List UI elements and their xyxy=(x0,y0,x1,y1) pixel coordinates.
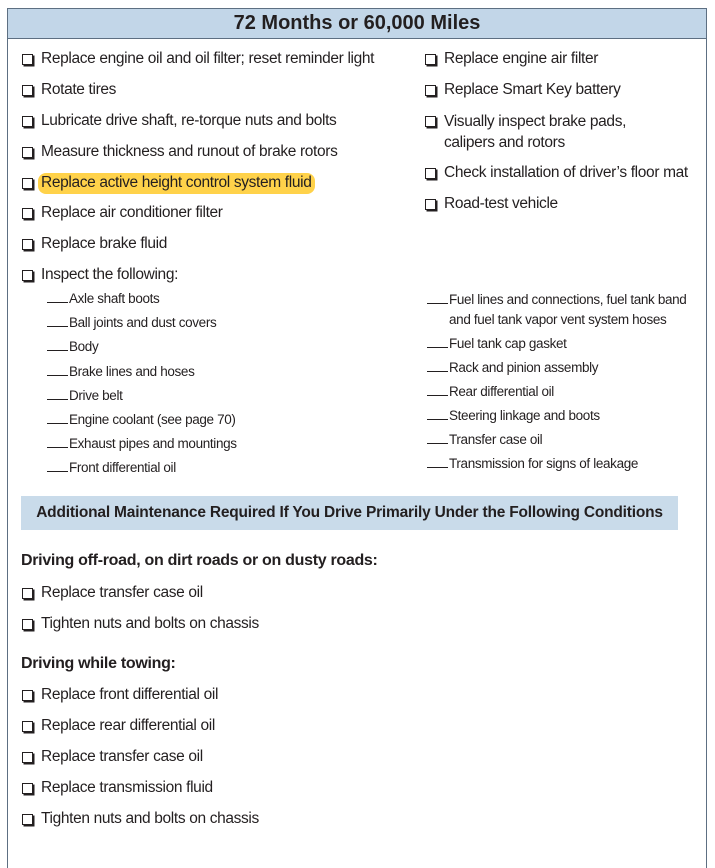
inspect-label: Rear differential oil xyxy=(449,384,554,399)
checkbox-icon[interactable] xyxy=(425,85,436,96)
checklist-item[interactable] xyxy=(22,717,215,735)
checklist-item[interactable] xyxy=(425,164,688,182)
inspect-label: Ball joints and dust covers xyxy=(69,315,217,330)
checkbox-icon[interactable] xyxy=(22,690,33,701)
inspect-label: Axle shaft boots xyxy=(69,291,160,306)
checklist-item[interactable] xyxy=(22,810,259,828)
inspect-item xyxy=(47,315,216,330)
blank-line[interactable] xyxy=(47,339,68,351)
item-label: Measure thickness and runout of brake rotors xyxy=(41,143,338,160)
inspect-label: Transmission for signs of leakage xyxy=(449,456,639,471)
checklist-item[interactable] xyxy=(22,266,178,284)
checkbox-icon[interactable] xyxy=(425,116,436,127)
checklist-item[interactable] xyxy=(22,112,336,130)
inspect-item xyxy=(427,290,704,330)
checkbox-icon[interactable] xyxy=(22,588,33,599)
checkbox-icon[interactable] xyxy=(425,54,436,65)
checkbox-icon[interactable] xyxy=(22,239,33,250)
item-label: Road-test vehicle xyxy=(444,195,558,212)
checklist-item[interactable] xyxy=(22,686,218,704)
blank-line[interactable] xyxy=(47,460,68,472)
checklist-item[interactable] xyxy=(22,779,213,797)
checkbox-icon[interactable] xyxy=(425,168,436,179)
blank-line[interactable] xyxy=(47,315,68,327)
inspect-label: Steering linkage and boots xyxy=(449,408,600,423)
checklist-item[interactable] xyxy=(425,50,598,68)
blank-line[interactable] xyxy=(427,292,448,304)
inspect-item xyxy=(47,291,159,306)
inspect-item xyxy=(427,456,638,471)
checkbox-icon[interactable] xyxy=(425,199,436,210)
checkbox-icon[interactable] xyxy=(22,783,33,794)
checkbox-icon[interactable] xyxy=(22,814,33,825)
highlighted-item-label: Replace active height control system fluid xyxy=(38,173,315,194)
blank-line[interactable] xyxy=(427,408,448,420)
inspect-item xyxy=(427,336,567,351)
checkbox-icon[interactable] xyxy=(22,721,33,732)
item-label: Replace rear differential oil xyxy=(41,717,215,734)
checklist-item-highlighted[interactable] xyxy=(22,173,315,194)
inspect-item xyxy=(47,364,194,379)
checkbox-icon[interactable] xyxy=(22,208,33,219)
inspect-label: Fuel tank cap gasket xyxy=(449,336,567,351)
item-label: Replace transfer case oil xyxy=(41,584,203,601)
checklist-item[interactable] xyxy=(22,143,338,161)
checkbox-icon[interactable] xyxy=(22,619,33,630)
towing-heading: Driving while towing: xyxy=(21,655,176,672)
inspect-item xyxy=(427,384,554,399)
item-label: Replace transmission fluid xyxy=(41,779,213,796)
inspect-item xyxy=(47,388,123,403)
item-label: Replace transfer case oil xyxy=(41,748,203,765)
inspect-item xyxy=(427,360,598,375)
checklist-item[interactable] xyxy=(425,81,620,99)
inspect-label: Rack and pinion assembly xyxy=(449,360,599,375)
inspect-item xyxy=(47,339,98,354)
checklist-item[interactable] xyxy=(22,615,259,633)
checkbox-icon[interactable] xyxy=(22,54,33,65)
blank-line[interactable] xyxy=(47,436,68,448)
item-label: Lubricate drive shaft, re-torque nuts and bolts xyxy=(41,112,337,129)
item-label: Replace brake fluid xyxy=(41,235,168,252)
item-label: Replace engine oil and oil filter; reset reminder light xyxy=(41,50,375,67)
checklist-item[interactable] xyxy=(22,235,167,253)
checkbox-icon[interactable] xyxy=(22,147,33,158)
checklist-item[interactable] xyxy=(22,81,116,99)
checklist-item[interactable] xyxy=(22,748,203,766)
checkbox-icon[interactable] xyxy=(22,178,33,189)
offroad-heading: Driving off-road, on dirt roads or on dusty roads: xyxy=(21,552,378,569)
item-label: Inspect the following: xyxy=(41,266,179,283)
item-label: Replace engine air filter xyxy=(444,50,599,67)
inspect-label: Fuel lines and connections, fuel tank band and fuel tank vapor vent system hoses xyxy=(449,292,687,327)
checklist-item[interactable] xyxy=(22,204,223,222)
checkbox-icon[interactable] xyxy=(22,116,33,127)
blank-line[interactable] xyxy=(427,456,448,468)
checklist-item[interactable] xyxy=(425,195,558,213)
blank-line[interactable] xyxy=(47,412,68,424)
inspect-label: Drive belt xyxy=(69,388,123,403)
item-label: Replace front differential oil xyxy=(41,686,219,703)
inspect-label: Body xyxy=(69,339,99,354)
blank-line[interactable] xyxy=(427,360,448,372)
inspect-label: Transfer case oil xyxy=(449,432,543,447)
checkbox-icon[interactable] xyxy=(22,270,33,281)
blank-line[interactable] xyxy=(47,364,68,376)
inspect-label: Exhaust pipes and mountings xyxy=(69,436,237,451)
item-label: Check installation of driver’s floor mat xyxy=(444,164,688,181)
item-label: Rotate tires xyxy=(41,81,117,98)
item-label: Tighten nuts and bolts on chassis xyxy=(41,810,259,827)
blank-line[interactable] xyxy=(427,384,448,396)
additional-maintenance-heading: Additional Maintenance Required If You Drive Primarily Under the Following Conditions xyxy=(21,496,678,530)
inspect-item xyxy=(47,460,176,475)
checklist-item[interactable] xyxy=(22,584,203,602)
checklist-item[interactable] xyxy=(22,50,374,68)
item-label: Replace air conditioner filter xyxy=(41,204,223,221)
blank-line[interactable] xyxy=(47,388,68,400)
item-label: Tighten nuts and bolts on chassis xyxy=(41,615,259,632)
item-label: Visually inspect brake pads, calipers and rotors xyxy=(444,113,627,151)
inspect-label: Front differential oil xyxy=(69,460,176,475)
inspect-label: Brake lines and hoses xyxy=(69,364,195,379)
item-label: Replace Smart Key battery xyxy=(444,81,621,98)
inspect-label: Engine coolant (see page 70) xyxy=(69,412,236,427)
inspect-item xyxy=(47,412,236,427)
blank-line[interactable] xyxy=(427,432,448,444)
page-title: 72 Months or 60,000 Miles xyxy=(7,8,707,39)
inspect-item xyxy=(47,436,237,451)
blank-line[interactable] xyxy=(427,336,448,348)
checkbox-icon[interactable] xyxy=(22,85,33,96)
checklist-item[interactable] xyxy=(425,111,680,153)
checkbox-icon[interactable] xyxy=(22,752,33,763)
inspect-item xyxy=(427,408,600,423)
inspect-item xyxy=(427,432,542,447)
blank-line[interactable] xyxy=(47,291,68,303)
